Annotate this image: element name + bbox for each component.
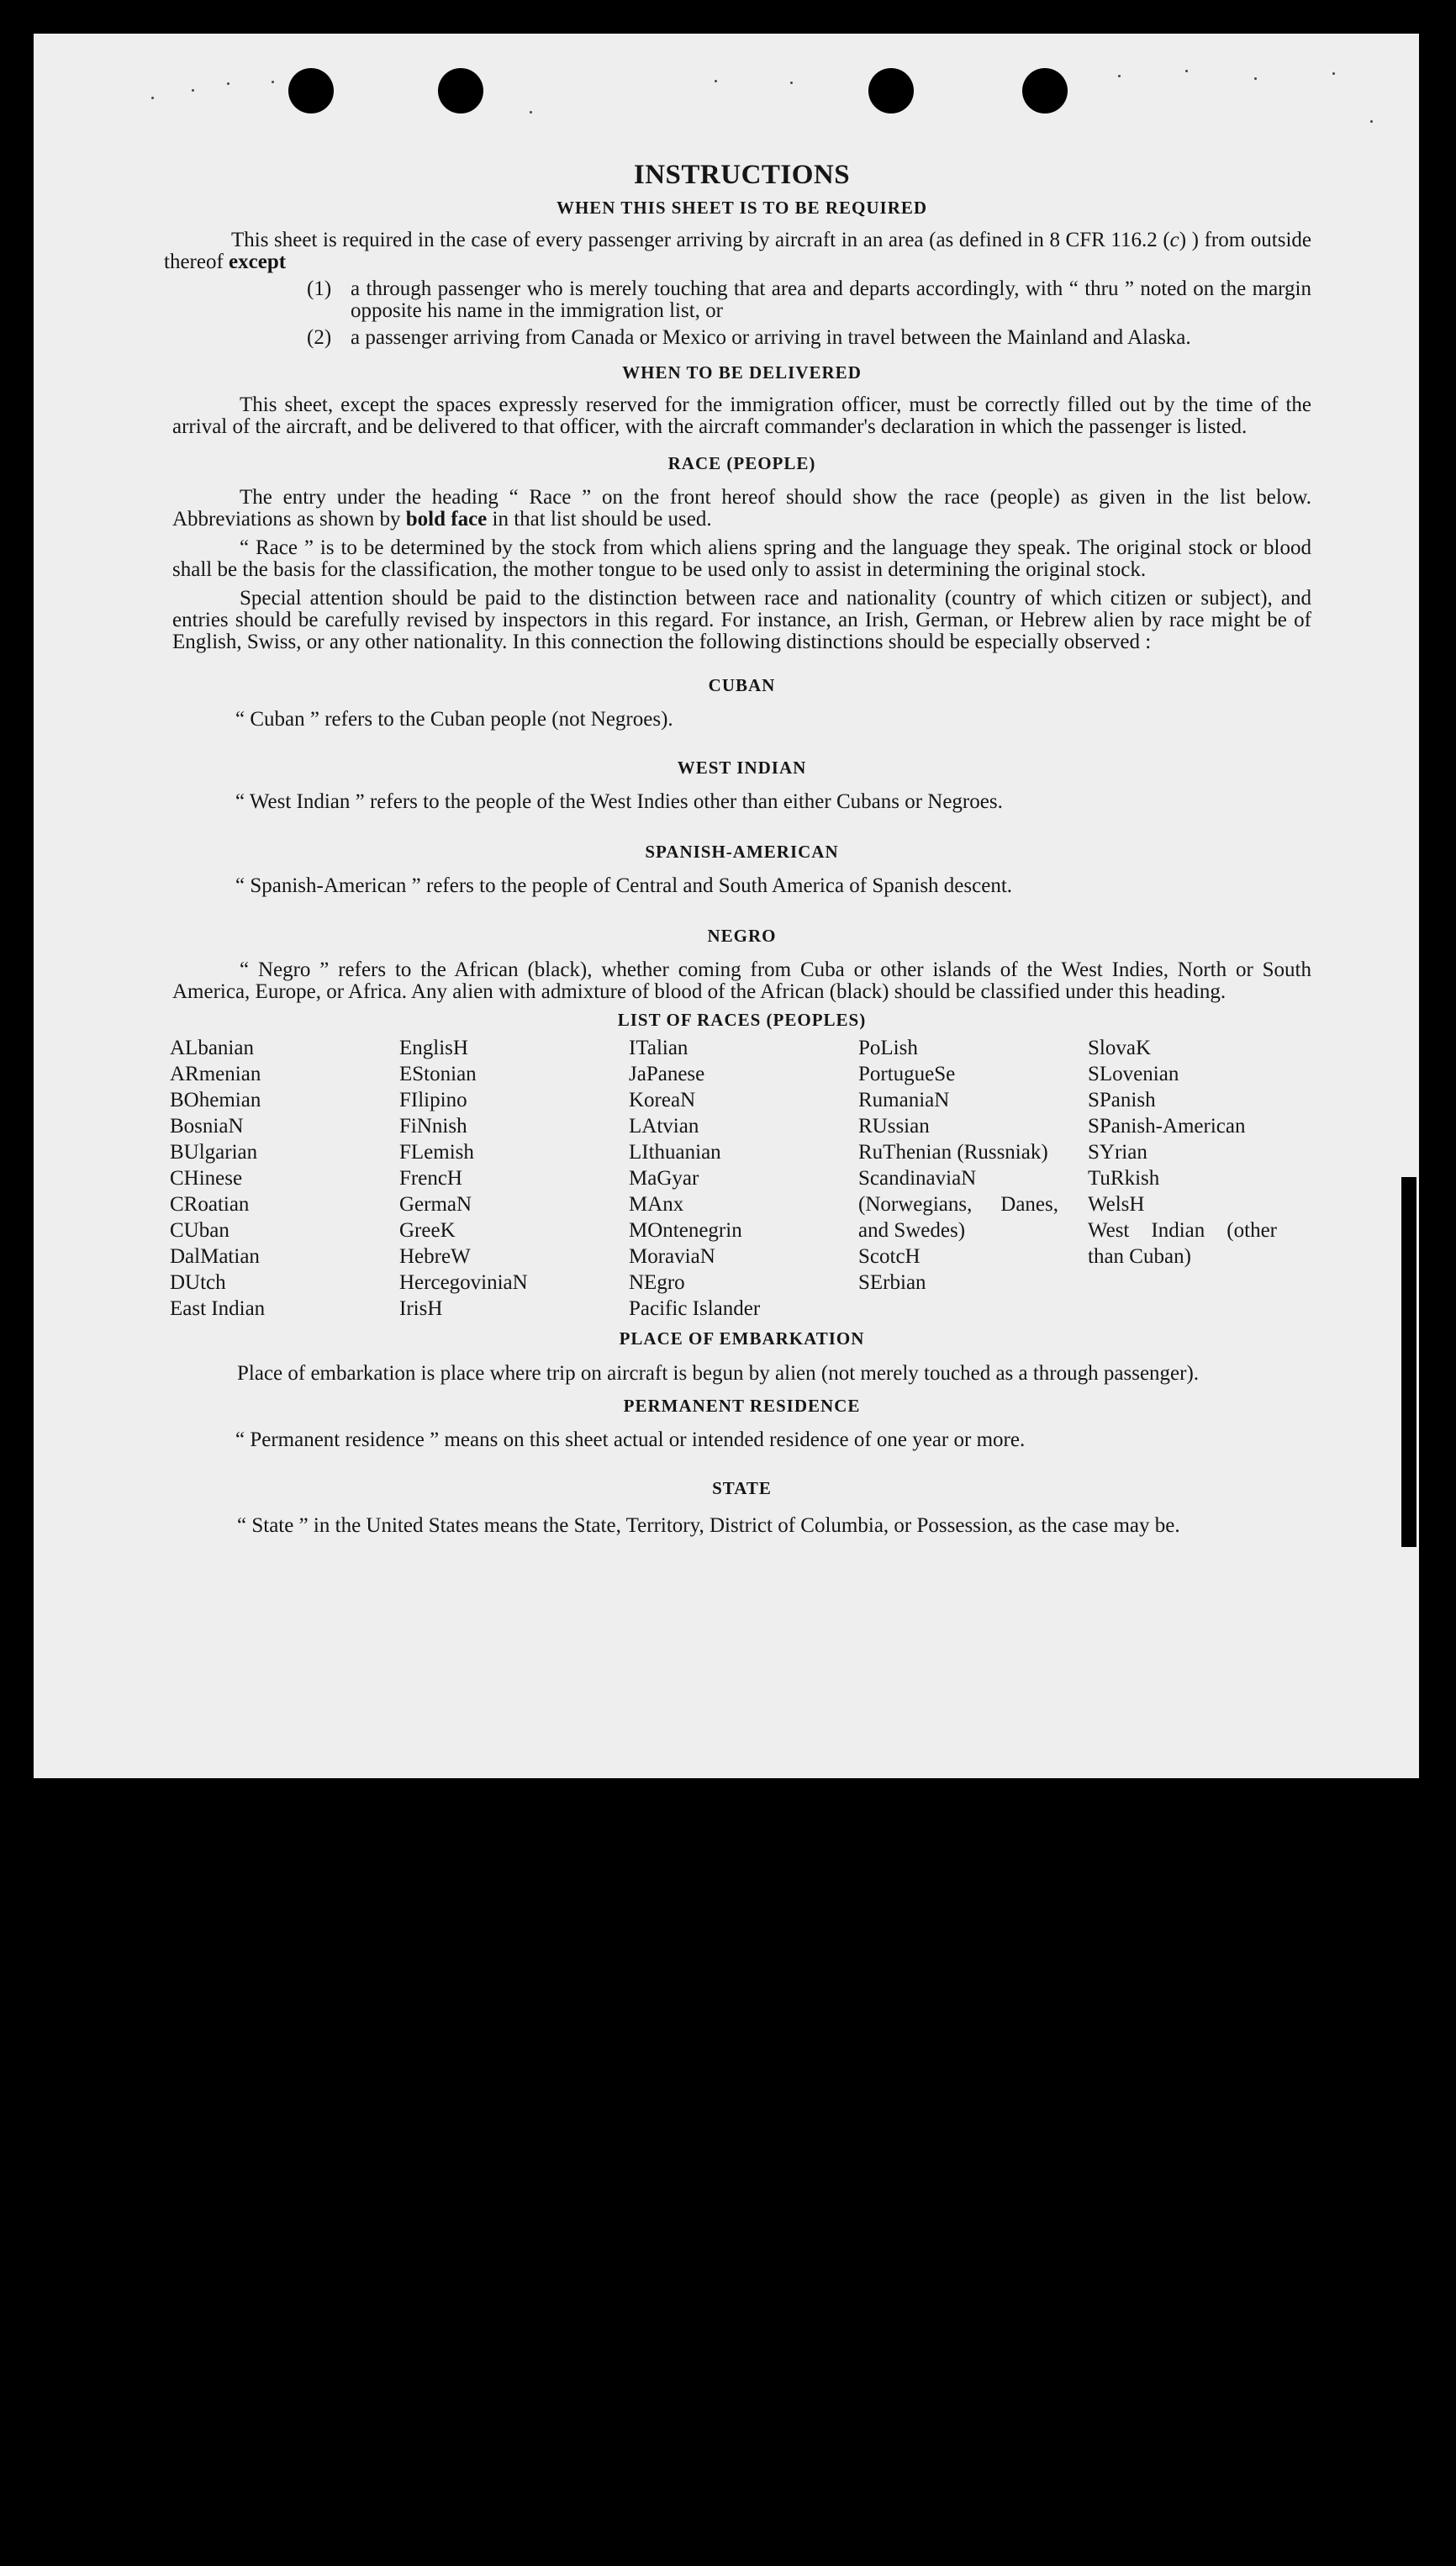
heading-spanish-american: SPANISH-AMERICAN (645, 842, 839, 862)
race-entry: PoLish (858, 1037, 918, 1059)
race-entry: SPanish-American (1088, 1115, 1246, 1138)
race-paragraph-1: The entry under the heading “ Race ” on the front hereof should show the race (people) as given in the list below. Abbreviations as shown by bold face in that list should be used. (172, 486, 1311, 531)
embarkation-text: Place of embarkation is place where trip on aircraft is begun by alien (not merely touched as a through passenger). (237, 1362, 1200, 1385)
race-entry: WelsH (1088, 1193, 1145, 1216)
race-entry: West Indian (other than Cuban) (1088, 1219, 1277, 1268)
race-entry: MaGyar (629, 1167, 699, 1190)
races-column-1 (170, 1035, 399, 1322)
instructions-content (164, 160, 1312, 1540)
race-entry: CHinese (170, 1167, 243, 1190)
race-entry: RUssian (858, 1115, 930, 1138)
race-entry: FiNnish (399, 1115, 467, 1138)
heading-list-of-races: LIST OF RACES (PEOPLES) (617, 1010, 867, 1030)
race-entry: DalMatian (170, 1245, 260, 1268)
exception-item: (2) a passenger arriving from Canada or Mexico or arriving in travel between the Mainland and Alaska. (307, 326, 1191, 349)
punch-hole (288, 68, 334, 114)
race-entry: HebreW (399, 1245, 471, 1268)
heading-when-delivered: WHEN TO BE DELIVERED (622, 362, 862, 383)
state-text: “ State ” in the United States means the State, Territory, District of Columbia, or Possession, as the case may be. (237, 1514, 1180, 1537)
race-entry: SlovaK (1088, 1037, 1151, 1059)
punch-hole (868, 68, 914, 114)
race-entry: SErbian (858, 1271, 926, 1294)
race-entry: ITalian (629, 1037, 688, 1059)
heading-negro: NEGRO (707, 926, 777, 946)
race-entry: MoraviaN (629, 1245, 715, 1268)
document-sheet (34, 34, 1419, 1778)
heading-race: RACE (PEOPLE) (667, 453, 816, 473)
heading-state: STATE (712, 1478, 772, 1498)
negro-text: “ Negro ” refers to the African (black), whether coming from Cuba or other islands of the West Indies, North or South America, Europe, or Africa. Any alien with admixture of blood of the African (black) should be classified under this heading. (172, 958, 1311, 1003)
race-entry: BosniaN (170, 1115, 244, 1138)
punch-hole (1022, 68, 1068, 114)
race-entry: FLemish (399, 1141, 474, 1164)
heading-cuban: CUBAN (708, 675, 776, 695)
race-entry: BOhemian (170, 1089, 261, 1111)
races-column-3 (629, 1035, 858, 1322)
race-entry: GreeK (399, 1219, 456, 1242)
race-entry: SLovenian (1088, 1063, 1179, 1085)
race-entry: RumaniaN (858, 1089, 950, 1111)
race-entry: GermaN (399, 1193, 472, 1216)
race-entry: ARmenian (170, 1063, 261, 1085)
race-entry: DUtch (170, 1271, 226, 1294)
heading-permanent-residence: PERMANENT RESIDENCE (623, 1396, 861, 1416)
cuban-text: “ Cuban ” refers to the Cuban people (not Negroes). (235, 708, 673, 731)
race-entry: BUlgarian (170, 1141, 258, 1164)
west-indian-text: “ West Indian ” refers to the people of the West Indies other than either Cubans or Negroes. (235, 790, 1003, 813)
race-entry: TuRkish (1088, 1167, 1160, 1190)
race-entry: EStonian (399, 1063, 477, 1085)
races-column-4 (858, 1035, 1088, 1322)
residence-text: “ Permanent residence ” means on this sheet actual or intended residence of one year or more. (235, 1428, 1026, 1451)
race-entry: JaPanese (629, 1063, 705, 1085)
race-paragraph-2: “ Race ” is to be determined by the stock from which aliens spring and the language they speak. The original stock or blood shall be the basis for the classification, the mother tongue to be used only to assist in determining the original stock. (172, 536, 1311, 581)
race-entry: SYrian (1088, 1141, 1147, 1164)
race-entry: IrisH (399, 1297, 443, 1320)
race-entry: East Indian (170, 1297, 266, 1320)
race-entry: KoreaN (629, 1089, 696, 1111)
punch-hole (438, 68, 483, 114)
exception-item: (1) a through passenger who is merely touching that area and departs accordingly, with “ thru ” noted on the margin opposite his name in the immigration list, or (307, 277, 1311, 322)
race-entry: FIlipino (399, 1089, 467, 1111)
race-entry: FrencH (399, 1167, 462, 1190)
race-entry: EnglisH (399, 1037, 468, 1059)
race-entry: CRoatian (170, 1193, 250, 1216)
page-title: INSTRUCTIONS (633, 160, 851, 190)
race-entry: ScotcH (858, 1245, 921, 1268)
list-of-races (170, 1035, 1311, 1322)
race-entry: SPanish (1088, 1089, 1156, 1111)
race-paragraph-3: Special attention should be paid to the distinction between race and nationality (country of which citizen or subject), and entries should be carefully revised by inspectors in this regard. For instance, an Irish, German, or Hebrew alien by race might be of English, Swiss, or any other nationality. In this connection the following distinctions should be especially observed : (172, 587, 1311, 653)
race-entry: Pacific Islander (629, 1297, 761, 1320)
races-column-2 (399, 1035, 629, 1322)
race-entry: MAnx (629, 1193, 684, 1216)
race-entry: MOntenegrin (629, 1219, 742, 1242)
heading-place-of-embarkation: PLACE OF EMBARKATION (619, 1328, 865, 1349)
race-entry: RuThenian (Russniak) (858, 1141, 1048, 1164)
heading-when-required: WHEN THIS SHEET IS TO BE REQUIRED (556, 198, 928, 218)
races-column-5 (1088, 1035, 1309, 1322)
spanish-american-text: “ Spanish-American ” refers to the people of Central and South America of Spanish descent. (235, 874, 1013, 897)
race-entry: CUban (170, 1219, 229, 1242)
race-entry: HercegoviniaN (399, 1271, 528, 1294)
race-entry: LAtvian (629, 1115, 699, 1138)
race-entry: NEgro (629, 1271, 685, 1294)
race-entry: PortugueSe (858, 1063, 956, 1085)
delivered-text: This sheet, except the spaces expressly reserved for the immigration officer, must be correctly filled out by the time of the arrival of the aircraft, and be delivered to that officer, with the aircraft commander's declaration in which the passenger is listed. (172, 393, 1311, 438)
race-entry: LIthuanian (629, 1141, 721, 1164)
heading-west-indian: WEST INDIAN (677, 758, 807, 778)
race-entry: ALbanian (170, 1037, 254, 1059)
required-intro: This sheet is required in the case of every passenger arriving by aircraft in an area (as defined in 8 CFR 116.2 (c) ) from outside thereof except (164, 229, 1312, 273)
race-entry: ScandinaviaN (Norwegians, Danes, and Swedes) (858, 1167, 1058, 1242)
sheet-edge-tab (1401, 1177, 1416, 1547)
